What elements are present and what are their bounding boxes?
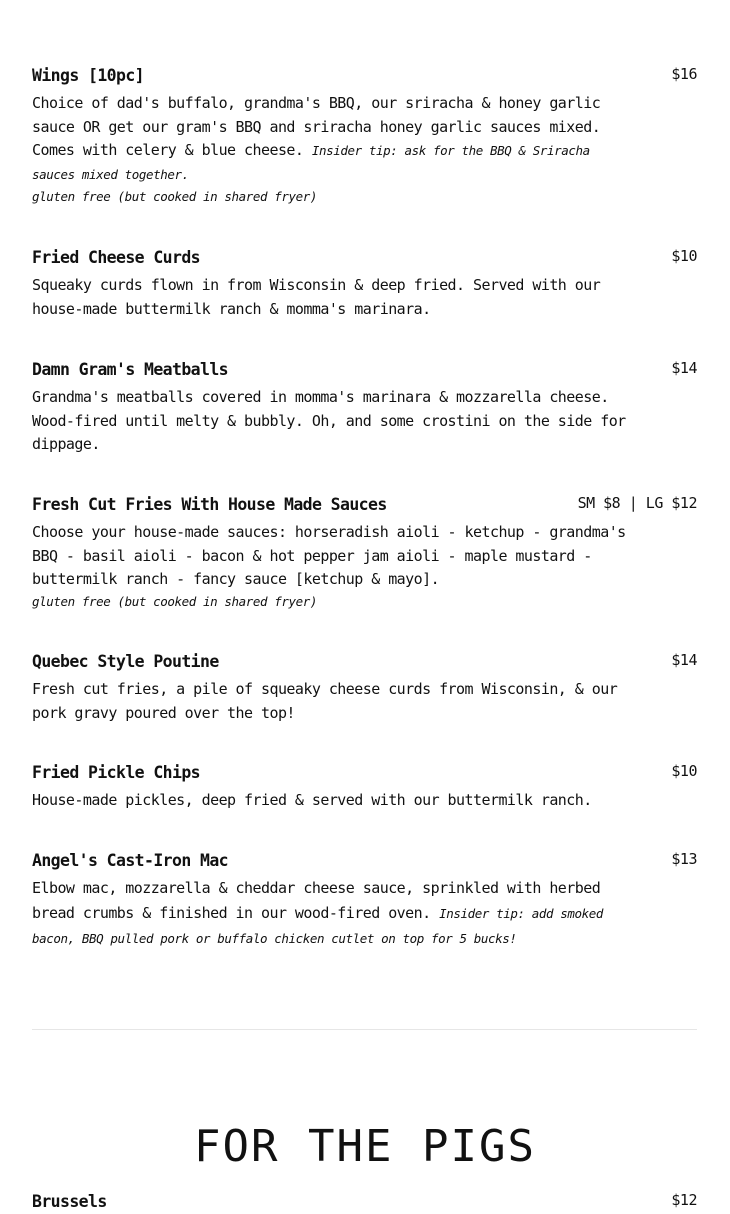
item-name: Fresh Cut Fries With House Made Sauces [32, 495, 387, 514]
menu-item-mac [32, 849, 697, 951]
item-name: Damn Gram's Meatballs [32, 360, 229, 379]
item-price: $16 [671, 65, 697, 83]
menu-item-meatballs [32, 358, 697, 457]
menu-item-poutine [32, 650, 697, 725]
dietary-note: gluten free (but cooked in shared fryer) [32, 189, 318, 204]
item-price: $14 [671, 359, 697, 377]
item-description-text: Elbow mac, mozzarella & cheddar cheese sauce, sprinkled with herbed bread crumbs & finished in our wood-fired oven. [32, 879, 601, 922]
menu-item-cheese-curds [32, 246, 697, 321]
item-description [32, 386, 632, 457]
item-description-text: Choose your house-made sauces: horseradish aioli - ketchup - grandma's BBQ - basil aioli - bacon & hot pepper jam aioli - maple mustard - buttermilk ranch - fancy sauce [ketchup & mayo]. [32, 523, 626, 588]
item-description [32, 521, 632, 612]
item-name: Quebec Style Poutine [32, 652, 219, 671]
item-description-text: Choice of dad's buffalo, grandma's BBQ, our sriracha & honey garlic sauce OR get our gram's BBQ and sriracha honey garlic sauces mixed. Comes with celery & blue cheese. [32, 94, 601, 159]
item-price: SM $8 | LG $12 [577, 494, 697, 512]
item-name: Fried Cheese Curds [32, 248, 201, 267]
item-name: Angel's Cast-Iron Mac [32, 851, 229, 870]
section-divider [32, 1029, 697, 1030]
item-name: Fried Pickle Chips [32, 763, 201, 782]
menu-item-wings [32, 64, 697, 208]
item-name: Brussels [32, 1192, 107, 1211]
item-description [32, 877, 632, 951]
item-price: $14 [671, 651, 697, 669]
item-description-text: Grandma's meatballs covered in momma's marinara & mozzarella cheese. Wood-fired until melty & bubbly. Oh, and some crostini on the side for dippage. [32, 388, 626, 453]
item-price: $10 [671, 247, 697, 265]
dietary-note: gluten free (but cooked in shared fryer) [32, 593, 318, 609]
insider-tip: Insider tip: ask for the BBQ & Sriracha sauces mixed together. [32, 143, 590, 182]
item-description-text: House-made pickles, deep fried & served with our buttermilk ranch. [32, 791, 592, 809]
menu-item-pickle-chips [32, 761, 697, 813]
item-description [32, 789, 632, 813]
item-price: $12 [671, 1191, 697, 1209]
item-description [32, 678, 632, 725]
item-price: $10 [671, 762, 697, 780]
item-description-text: Fresh cut fries, a pile of squeaky cheese curds from Wisconsin, & our pork gravy poured over the top! [32, 680, 618, 722]
item-price: $13 [671, 850, 697, 868]
menu-item-fries [32, 493, 697, 612]
menu-item-brussels [32, 1190, 697, 1214]
item-name: Wings [10pc] [32, 66, 145, 85]
section-title: FOR THE PIGS [194, 1120, 536, 1172]
item-description [32, 274, 632, 321]
item-description [32, 92, 632, 208]
insider-tip: Insider tip: add smoked bacon, BBQ pulled pork or buffalo chicken cutlet on top for 5 bucks! [32, 905, 603, 946]
item-description-text: Squeaky curds flown in from Wisconsin & deep fried. Served with our house-made buttermilk ranch & momma's marinara. [32, 276, 601, 318]
